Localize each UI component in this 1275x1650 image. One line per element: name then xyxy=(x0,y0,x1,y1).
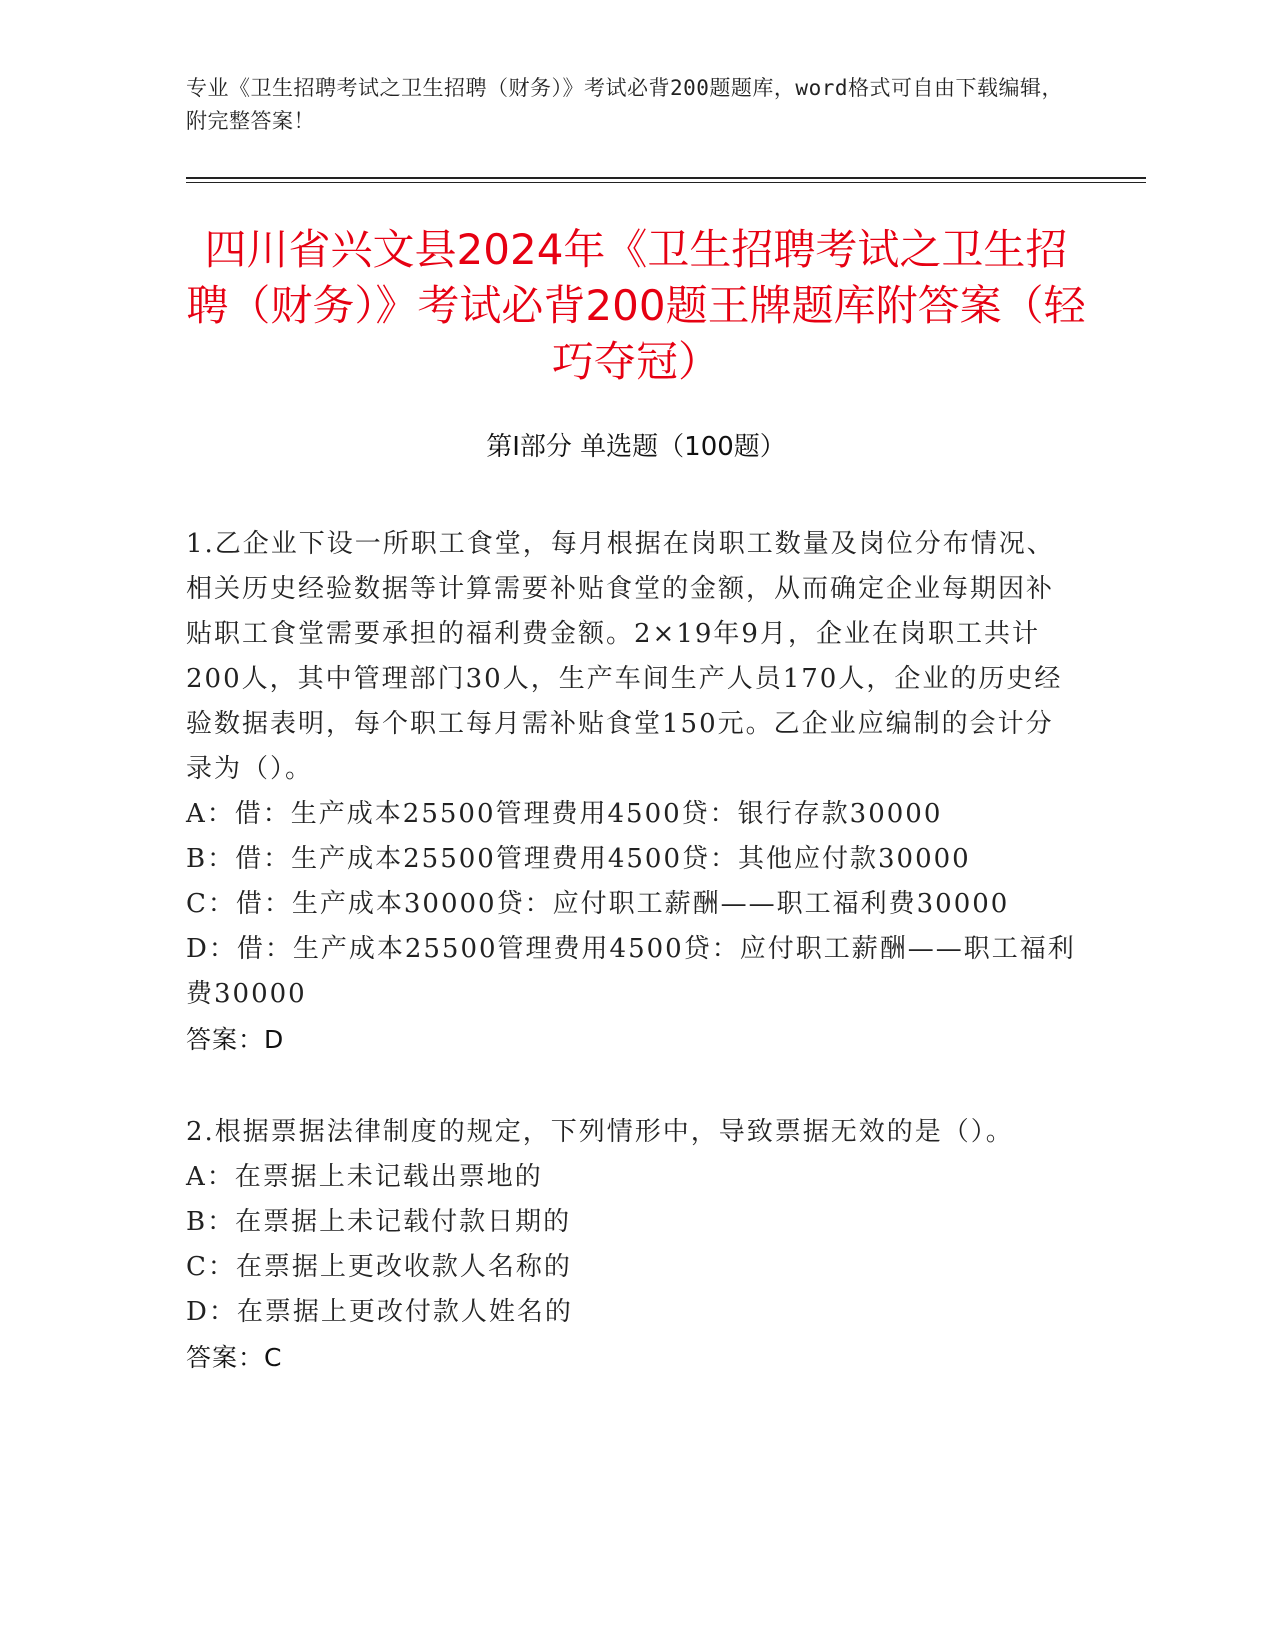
option-b: B：在票据上未记载付款日期的 xyxy=(186,1207,572,1237)
section-heading: 第Ⅰ部分 单选题（100题） xyxy=(486,432,786,462)
question-1 xyxy=(186,522,1076,1062)
document-title: 四川省兴文县2024年《卫生招聘考试之卫生招聘（财务）》考试必背200题王牌题库附答案（轻巧夺冠） xyxy=(186,225,1086,386)
option-d: D：借：生产成本25500管理费用4500贷：应付职工薪酬——职工福利费30000 xyxy=(186,934,1076,1009)
option-d: D：在票据上更改付款人姓名的 xyxy=(186,1297,573,1327)
header-divider-thick xyxy=(186,177,1146,179)
option-a: A：借：生产成本25500管理费用4500贷：银行存款30000 xyxy=(186,799,943,829)
question-stem: 1.乙企业下设一所职工食堂，每月根据在岗职工数量及岗位分布情况、相关历史经验数据等计算需要补贴食堂的金额，从而确定企业每期因补贴职工食堂需要承担的福利费金额。2×19年9月，企业在岗职工共计200人，其中管理部门30人，生产车间生产人员170人，企业的历史经验数据表明，每个职工每月需补贴食堂150元。乙企业应编制的会计分录为（）。 xyxy=(186,529,1063,784)
header-note: 专业《卫生招聘考试之卫生招聘（财务）》考试必背200题题库，word格式可自由下载编辑，附完整答案！ xyxy=(186,76,1063,133)
header-divider-thin xyxy=(186,182,1146,183)
question-stem: 2.根据票据法律制度的规定，下列情形中，导致票据无效的是（）。 xyxy=(186,1117,1014,1147)
option-c: C：借：生产成本30000贷：应付职工薪酬——职工福利费30000 xyxy=(186,889,1010,919)
answer: 答案：D xyxy=(186,1025,285,1054)
option-a: A：在票据上未记载出票地的 xyxy=(186,1162,543,1192)
answer: 答案：C xyxy=(186,1343,283,1372)
option-b: B：借：生产成本25500管理费用4500贷：其他应付款30000 xyxy=(186,844,971,874)
option-c: C：在票据上更改收款人名称的 xyxy=(186,1252,572,1282)
question-2 xyxy=(186,1110,1076,1380)
